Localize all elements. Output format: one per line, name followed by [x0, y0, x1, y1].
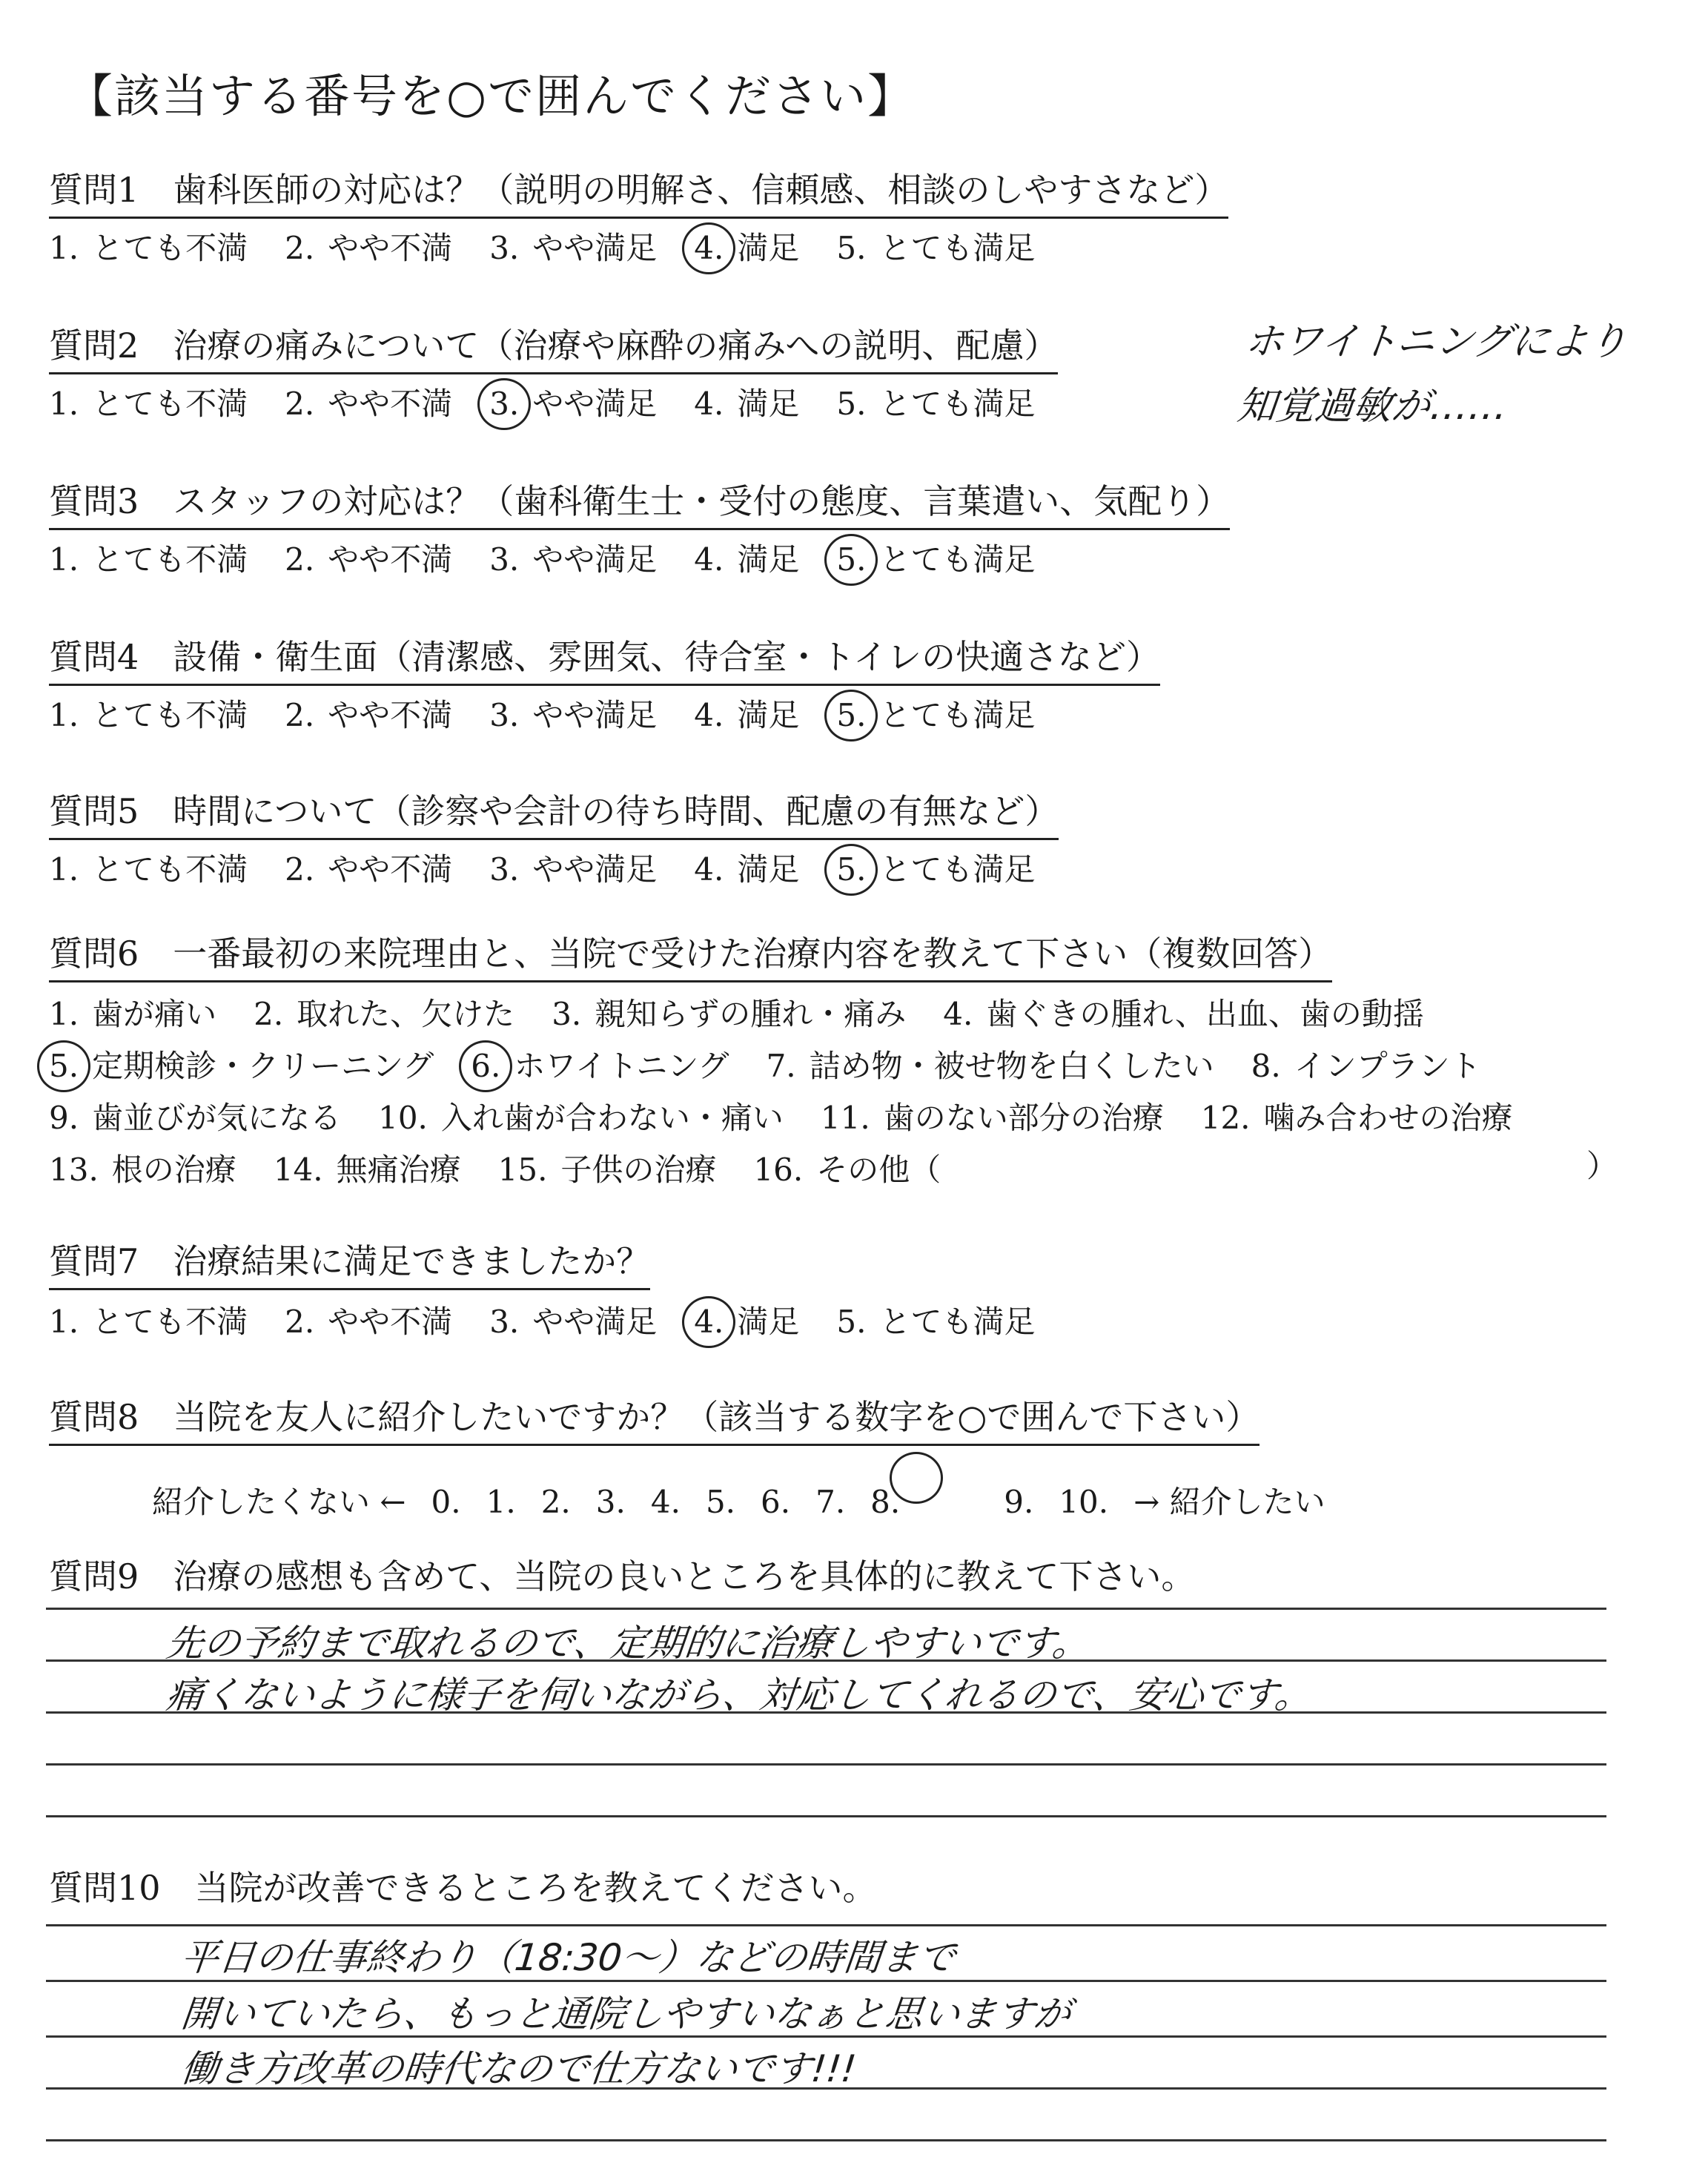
q1-option-number: 2.: [285, 230, 315, 266]
q4-option-number: 1.: [49, 697, 79, 733]
q6-option-8[interactable]: [1251, 1042, 1481, 1086]
q3-option-number: 2.: [285, 541, 315, 578]
q7-option-4[interactable]: [694, 1298, 799, 1342]
q3-option-4[interactable]: [694, 535, 799, 580]
q4-option-3[interactable]: [489, 691, 657, 736]
q7-options: [49, 1298, 1072, 1342]
q8-scale-value-5[interactable]: 5.: [705, 1484, 736, 1520]
q2-option-label: やや満足: [532, 386, 658, 422]
q7-option-number: 3.: [489, 1304, 520, 1340]
selection-circle: [824, 844, 878, 896]
q5-option-label: とても満足: [879, 851, 1036, 888]
q6-option-label: 無痛治療: [336, 1152, 461, 1188]
q8-scale-value-0[interactable]: 0.: [431, 1484, 461, 1520]
q1-option-number: 3.: [489, 230, 520, 266]
q5-option-4[interactable]: [694, 845, 799, 890]
q6-option-number: 15.: [497, 1152, 548, 1188]
q3-options: [49, 535, 1072, 580]
q6-option-label: 取れた、欠けた: [297, 996, 515, 1032]
q5-title: 質問5 時間について（診察や会計の待ち時間、配慮の有無など）: [49, 785, 1059, 840]
q4-option-number: 4.: [694, 697, 724, 733]
q9-answer-line2: 痛くないように様子を伺いながら、対応してくれるので、安心です。: [164, 1674, 1314, 1717]
q3-option-5[interactable]: [836, 535, 1035, 580]
q4-option-label: やや不満: [328, 697, 453, 733]
q9-rule-4: [46, 1763, 1606, 1766]
q6-option-label: 入れ歯が合わない・痛い: [440, 1100, 784, 1136]
q4-option-label: 満足: [737, 697, 800, 733]
q1-option-number: 4.: [694, 230, 724, 266]
q3-option-2[interactable]: [285, 535, 452, 580]
q6-option-2[interactable]: [254, 990, 514, 1034]
q6-option-number: 11.: [820, 1100, 870, 1136]
q6-option-number: 10.: [378, 1100, 428, 1136]
q8-scale-value-1[interactable]: 1.: [486, 1484, 516, 1520]
q6-option-1[interactable]: [49, 990, 216, 1034]
q2-option-number: 4.: [694, 386, 724, 422]
q8-right-label: → 紹介したい: [1133, 1484, 1325, 1520]
q4-option-2[interactable]: [285, 691, 452, 736]
q6-option-number: 13.: [49, 1152, 99, 1188]
q6-option-number: 9.: [49, 1100, 79, 1136]
q6-option-13[interactable]: [49, 1146, 236, 1190]
q5-option-5[interactable]: [836, 845, 1035, 890]
q6-option-15[interactable]: [498, 1146, 717, 1190]
q9-title: 質問9 治療の感想も含めて、当院の良いところを具体的に教えて下さい。: [49, 1556, 1196, 1596]
q1-option-label: とても不満: [92, 230, 248, 266]
selection-circle: [824, 690, 878, 742]
q6-option-label: インプラント: [1294, 1048, 1481, 1084]
q4-option-number: 5.: [836, 697, 866, 733]
q2-option-number: 5.: [836, 386, 867, 422]
q8-title: 質問8 当院を友人に紹介したいですか？（該当する数字を○で囲んで下さい）: [49, 1390, 1260, 1446]
q8-scale-value-10[interactable]: 10.: [1059, 1484, 1109, 1520]
q7-title: 質問7 治療結果に満足できましたか？: [49, 1235, 650, 1290]
q8-scale-value-4[interactable]: 4.: [650, 1484, 681, 1520]
q3-option-number: 4.: [694, 541, 724, 578]
q6-option-number: 3.: [552, 996, 582, 1032]
q9-rule-1: [46, 1608, 1606, 1610]
q1-title: 質問1 歯科医師の対応は？（説明の明解さ、信頼感、相談のしやすさなど）: [49, 163, 1228, 219]
q6-option-number: 2.: [254, 996, 284, 1032]
q6-title: 質問6 一番最初の来院理由と、当院で受けた治療内容を教えて下さい（複数回答）: [49, 927, 1332, 982]
q4-option-number: 2.: [285, 697, 315, 733]
q1-option-label: 満足: [737, 230, 800, 266]
q6-close-paren: ）: [1586, 1148, 1618, 1184]
q5-option-number: 4.: [694, 851, 724, 888]
q6-option-14[interactable]: [274, 1146, 461, 1190]
q5-option-2[interactable]: [285, 845, 452, 890]
q10-answer-line1: 平日の仕事終わり（18:30～）などの時間まで: [179, 1936, 958, 1979]
q5-option-1[interactable]: [49, 845, 248, 890]
q10-answer-line2: 開いていたら、もっと通院しやすいなぁと思いますが: [179, 1992, 1073, 2035]
q7-option-label: やや満足: [532, 1304, 658, 1340]
selection-circle: [477, 378, 531, 430]
q6-option-label: 親知らずの腫れ・痛み: [595, 996, 907, 1032]
q2-option-4[interactable]: [694, 380, 799, 424]
q10-rule-5: [46, 2139, 1606, 2141]
q1-option-5[interactable]: [836, 224, 1035, 268]
selection-circle: [824, 534, 878, 586]
selection-circle: [459, 1040, 512, 1092]
q1-option-number: 1.: [49, 230, 79, 266]
q6-option-label: その他（: [816, 1152, 941, 1188]
q7-option-label: とても不満: [92, 1304, 248, 1340]
q2-option-label: とても満足: [879, 386, 1036, 422]
q6-option-number: 14.: [273, 1152, 323, 1188]
q2-option-3[interactable]: [489, 380, 657, 424]
q6-option-number: 12.: [1200, 1100, 1251, 1136]
q4-option-1[interactable]: [49, 691, 248, 736]
q8-scale-value-2[interactable]: 2.: [540, 1484, 571, 1520]
q5-option-label: とても不満: [92, 851, 248, 888]
q8-scale-value-9[interactable]: 9.: [1004, 1484, 1034, 1520]
selection-circle: [682, 1296, 735, 1348]
q6-option-10[interactable]: [378, 1094, 784, 1138]
q7-option-number: 5.: [836, 1304, 867, 1340]
q2-option-1[interactable]: [49, 380, 248, 424]
q2-option-number: 1.: [49, 386, 79, 422]
q5-option-number: 3.: [489, 851, 520, 888]
q6-option-number: 1.: [49, 996, 79, 1032]
q6-option-6[interactable]: [471, 1042, 729, 1086]
q3-option-label: 満足: [737, 541, 800, 578]
q10-rule-1: [46, 1924, 1606, 1926]
q10-title: 質問10 当院が改善できるところを教えてください。: [49, 1868, 877, 1908]
q4-option-label: とても不満: [92, 697, 248, 733]
q7-option-5[interactable]: [836, 1298, 1035, 1342]
q1-options: [49, 224, 1072, 268]
q9-answer-line1: 先の予約まで取れるので、定期的に治療しやすいです。: [164, 1622, 1092, 1665]
q1-option-4[interactable]: [694, 224, 799, 268]
q3-option-number: 1.: [49, 541, 79, 578]
q6-option-16[interactable]: [753, 1146, 941, 1190]
q5-option-label: やや満足: [532, 851, 658, 888]
q8-scale-value-7[interactable]: 7.: [815, 1484, 846, 1520]
q6-option-number: 5.: [49, 1048, 79, 1084]
q6-option-label: 詰め物・被せ物を白くしたい: [809, 1048, 1214, 1084]
q6-option-number: 16.: [753, 1152, 804, 1188]
q3-option-number: 3.: [489, 541, 520, 578]
q3-option-label: やや不満: [328, 541, 453, 578]
q1-option-3[interactable]: [489, 224, 657, 268]
q8-scale: [152, 1461, 1351, 1522]
q6-row-2: [49, 1042, 1518, 1086]
q2-option-label: 満足: [737, 386, 800, 422]
q6-option-label: 歯が痛い: [92, 996, 217, 1032]
q6-option-label: ホワイトニング: [514, 1048, 729, 1084]
q6-option-5[interactable]: [49, 1042, 434, 1086]
q6-option-label: 噛み合わせの治療: [1263, 1100, 1513, 1136]
selection-circle: [890, 1452, 943, 1504]
q6-option-9[interactable]: [49, 1094, 341, 1138]
q5-option-number: 2.: [285, 851, 315, 888]
q6-option-7[interactable]: [767, 1042, 1214, 1086]
q6-option-number: 7.: [766, 1048, 796, 1084]
q6-row-3: [49, 1094, 1550, 1138]
q6-option-12[interactable]: [1201, 1094, 1513, 1138]
q3-option-number: 5.: [836, 541, 866, 578]
q4-option-label: とても満足: [879, 697, 1036, 733]
q5-option-number: 5.: [836, 851, 866, 888]
q4-option-4[interactable]: [694, 691, 799, 736]
q7-option-label: 満足: [737, 1304, 800, 1340]
q6-row-1: [49, 990, 1461, 1034]
q5-option-label: 満足: [737, 851, 800, 888]
q5-option-label: やや不満: [328, 851, 453, 888]
q6-option-11[interactable]: [821, 1094, 1164, 1138]
q7-option-3[interactable]: [489, 1298, 657, 1342]
q7-option-label: やや不満: [328, 1304, 453, 1340]
q6-option-number: 6.: [471, 1048, 500, 1084]
q2-option-label: やや不満: [328, 386, 453, 422]
q8-scale-value-3[interactable]: 3.: [595, 1484, 626, 1520]
q2-options: [49, 380, 1072, 424]
q5-option-3[interactable]: [489, 845, 657, 890]
q5-option-number: 1.: [49, 851, 79, 888]
q2-option-5[interactable]: [836, 380, 1035, 424]
q2-title: 質問2 治療の痛みについて（治療や麻酔の痛みへの説明、配慮）: [49, 319, 1058, 374]
q3-option-label: とても不満: [92, 541, 248, 578]
q3-option-1[interactable]: [49, 535, 248, 580]
q10-answer-line3: 働き方改革の時代なので仕方ないです!!!: [179, 2047, 858, 2090]
selection-circle: [682, 222, 735, 274]
q3-option-label: とても満足: [879, 541, 1036, 578]
q4-title: 質問4 設備・衛生面（清潔感、雰囲気、待合室・トイレの快適さなど）: [49, 630, 1160, 686]
q4-option-5[interactable]: [836, 691, 1035, 736]
q1-option-2[interactable]: [285, 224, 452, 268]
q7-option-number: 1.: [49, 1304, 79, 1340]
q3-title: 質問3 スタッフの対応は？（歯科衛生士・受付の態度、言葉遣い、気配り）: [49, 475, 1230, 530]
q4-option-label: やや満足: [532, 697, 658, 733]
q6-option-number: 8.: [1251, 1048, 1281, 1084]
q2-handwritten-note-line2: 知覚過敏が……: [1235, 384, 1510, 429]
q6-option-label: 根の治療: [111, 1152, 236, 1188]
q8-scale-value-6[interactable]: 6.: [761, 1484, 791, 1520]
selection-circle: [37, 1040, 90, 1092]
q4-option-number: 3.: [489, 697, 520, 733]
q7-option-2[interactable]: [285, 1298, 452, 1342]
q2-option-number: 3.: [489, 386, 519, 422]
q4-options: [49, 691, 1072, 736]
q2-handwritten-note-line1: ホワイトニングにより: [1242, 320, 1629, 364]
q3-option-3[interactable]: [489, 535, 657, 580]
q1-option-label: とても満足: [879, 230, 1036, 266]
q6-option-label: 歯並びが気になる: [92, 1100, 342, 1136]
q1-option-1[interactable]: [49, 224, 248, 268]
q9-rule-5: [46, 1815, 1606, 1817]
q2-option-label: とても不満: [92, 386, 248, 422]
q7-option-label: とても満足: [879, 1304, 1036, 1340]
q6-option-number: 4.: [943, 996, 973, 1032]
q6-row-4: [49, 1146, 978, 1190]
q6-option-label: 子供の治療: [560, 1152, 717, 1188]
q6-option-4[interactable]: [943, 990, 1424, 1034]
q3-option-label: やや満足: [532, 541, 658, 578]
q2-option-number: 2.: [285, 386, 315, 422]
q7-option-1[interactable]: [49, 1298, 248, 1342]
q6-option-3[interactable]: [552, 990, 906, 1034]
q6-option-label: 定期検診・クリーニング: [92, 1048, 434, 1084]
q6-option-label: 歯のない部分の治療: [883, 1100, 1164, 1136]
q8-scale-value-8[interactable]: 8.: [870, 1461, 979, 1520]
q1-option-number: 5.: [836, 230, 867, 266]
q6-option-label: 歯ぐきの腫れ、出血、歯の動揺: [986, 996, 1424, 1032]
q1-option-label: やや不満: [328, 230, 453, 266]
page-title: 【該当する番号を○で囲んでください】: [67, 69, 916, 123]
q1-option-label: やや満足: [532, 230, 658, 266]
q2-option-2[interactable]: [285, 380, 452, 424]
q5-options: [49, 845, 1072, 890]
q8-left-label: 紹介したくない ←: [152, 1484, 406, 1520]
q7-option-number: 4.: [694, 1304, 724, 1340]
q7-option-number: 2.: [285, 1304, 315, 1340]
